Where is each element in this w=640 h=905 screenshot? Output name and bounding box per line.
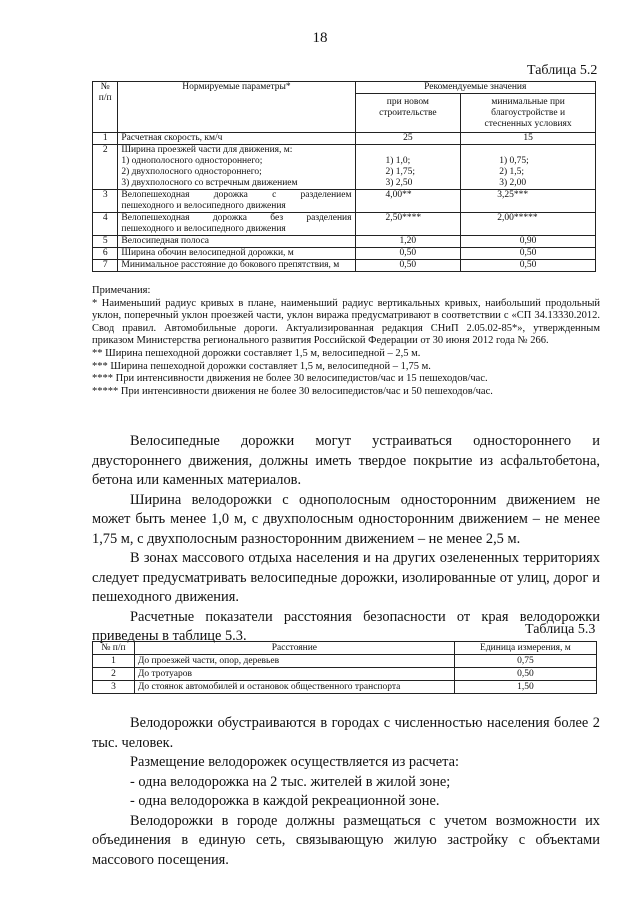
cell-number: 7 xyxy=(93,260,118,272)
table-5-2 xyxy=(92,81,596,272)
cell-distance: До стоянок автомобилей и остановок общественного транспорта xyxy=(134,681,454,694)
table-row xyxy=(93,248,596,260)
table-row xyxy=(93,681,597,694)
cell-parameter: Ширина проезжей части для движения, м: 1) однополосного одностороннего; 2) двухполосного одностороннего; 3) двухполосного со встречным движением xyxy=(118,145,355,190)
cell-new-value: 0,50 xyxy=(355,260,461,272)
header-number: № п/п xyxy=(93,82,118,133)
cell-number: 3 xyxy=(93,190,118,213)
cell-number: 2 xyxy=(93,145,118,190)
table-5-3-body xyxy=(93,655,597,694)
cell-min-value: 15 xyxy=(461,133,596,145)
cell-value: 0,50 xyxy=(454,668,596,681)
note-1: * Наименьший радиус кривых в плане, наименьший радиус вертикальных кривых, наибольший продольный уклон, поперечный уклон проезжей части, уклон виража предусматривают в соответствии с «СП 34.13330.2012. Свод правил. Автомобильные дороги. Актуализированная редакция СНиП 2.05.02-85*», утвержденным приказом Министерства регионального развития Российской Федерации от 30 июня 2012 года № 266. xyxy=(92,297,600,347)
cell-number: 1 xyxy=(93,655,135,668)
note-5: ***** При интенсивности движения не более 30 велосипедистов/час и 50 пешеходов/час. xyxy=(92,385,493,397)
table-row xyxy=(93,236,596,248)
header-minimal-values: минимальные при благоустройстве и стесненных условиях xyxy=(461,94,596,133)
cell-number: 6 xyxy=(93,248,118,260)
cell-min-value: 2,00***** xyxy=(461,213,596,236)
table-row xyxy=(93,260,596,272)
paragraph: Расчетные показатели расстояния безопасности от края велодорожки приведены в таблице 5.3. xyxy=(92,608,600,644)
header-recommended: Рекомендуемые значения xyxy=(355,82,596,94)
table-header-row xyxy=(93,82,596,94)
header-new-construction: при новом строительстве xyxy=(355,94,461,133)
table-5-2-body xyxy=(93,133,596,272)
cell-number: 2 xyxy=(93,668,135,681)
header-number: № п/п xyxy=(93,642,135,655)
notes-title: Примечания: xyxy=(92,285,151,296)
list-item: - одна велодорожка на 2 тыс. жителей в жилой зоне; xyxy=(130,773,451,790)
table-row xyxy=(93,668,597,681)
cell-number: 5 xyxy=(93,236,118,248)
cell-new-value: 25 xyxy=(355,133,461,145)
table-row xyxy=(93,190,596,213)
table-row xyxy=(93,133,596,145)
cell-new-value: 4,00** xyxy=(355,190,461,213)
paragraph: Ширина велодорожки с однополосным односторонним движением не может быть менее 1,0 м, с двухполосным односторонним движением – не менее 1,75 м, с двухполосным разносторонним движением – не менее 2,5 м. xyxy=(92,491,600,547)
cell-new-value: 1) 1,0; 2) 1,75; 3) 2,50 xyxy=(355,145,461,190)
cell-distance: До проезжей части, опор, деревьев xyxy=(134,655,454,668)
cell-min-value: 0,50 xyxy=(461,248,596,260)
cell-new-value: 0,50 xyxy=(355,248,461,260)
body-text-1 xyxy=(92,432,600,647)
paragraph: Велосипедные дорожки могут устраиваться одностороннего и двустороннего движения, должны иметь твердое покрытие из асфальтобетона, бетона или каменных материалов. xyxy=(92,433,600,488)
cell-parameter: Велопешеходная дорожка без разделения пешеходного и велосипедного движения xyxy=(118,213,355,236)
cell-new-value: 2,50**** xyxy=(355,213,461,236)
cell-value: 0,75 xyxy=(454,655,596,668)
body-text-2 xyxy=(92,714,600,870)
header-parameters: Нормируемые параметры* xyxy=(118,82,355,133)
cell-min-value: 3,25*** xyxy=(461,190,596,213)
cell-parameter: Велосипедная полоса xyxy=(118,236,355,248)
table-row xyxy=(93,213,596,236)
table-5-3-caption: Таблица 5.3 xyxy=(525,622,596,637)
note-3: *** Ширина пешеходной дорожки составляет 1,5 м, велосипедной – 1,75 м. xyxy=(92,360,431,372)
cell-value: 1,50 xyxy=(454,681,596,694)
cell-min-value: 0,50 xyxy=(461,260,596,272)
cell-new-value: 1,20 xyxy=(355,236,461,248)
table-5-3 xyxy=(92,641,597,694)
cell-distance: До тротуаров xyxy=(134,668,454,681)
notes xyxy=(92,285,600,398)
list-item: - одна велодорожка в каждой рекреационной зоне. xyxy=(130,793,440,809)
table-header-row xyxy=(93,642,597,655)
table-row xyxy=(93,145,596,190)
paragraph: Велодорожки обустраиваются в городах с численностью населения более 2 тыс. человек. xyxy=(92,715,600,751)
table-5-2-caption: Таблица 5.2 xyxy=(527,63,598,78)
note-4: **** При интенсивности движения не более 30 велосипедистов/час и 15 пешеходов/час. xyxy=(92,373,488,385)
cell-parameter: Ширина обочин велосипедной дорожки, м xyxy=(118,248,355,260)
note-2: ** Ширина пешеходной дорожки составляет 1,5 м, велосипедной – 2,5 м. xyxy=(92,347,421,359)
cell-number: 4 xyxy=(93,213,118,236)
cell-min-value: 0,90 xyxy=(461,236,596,248)
page-number: 18 xyxy=(312,30,328,46)
cell-parameter: Велопешеходная дорожка с разделением пешеходного и велосипедного движения xyxy=(118,190,355,213)
paragraph: В зонах массового отдыха населения и на других озелененных территориях следует предусматривать велосипедные дорожки, изолированные от улиц, дорог и пешеходного движения. xyxy=(92,550,600,605)
header-unit: Единица измерения, м xyxy=(454,642,596,655)
cell-parameter: Минимальное расстояние до бокового препятствия, м xyxy=(118,260,355,272)
paragraph: Велодорожки в городе должны размещаться с учетом возможности их объединения в единую сеть, связывающую жилую застройку с объектами массового посещения. xyxy=(92,812,600,868)
paragraph: Размещение велодорожек осуществляется из расчета: xyxy=(130,754,460,770)
cell-parameter: Расчетная скорость, км/ч xyxy=(118,133,355,145)
header-distance: Расстояние xyxy=(134,642,454,655)
cell-min-value: 1) 0,75; 2) 1,5; 3) 2,00 xyxy=(461,145,596,190)
table-row xyxy=(93,655,597,668)
cell-number: 3 xyxy=(93,681,135,694)
cell-number: 1 xyxy=(93,133,118,145)
